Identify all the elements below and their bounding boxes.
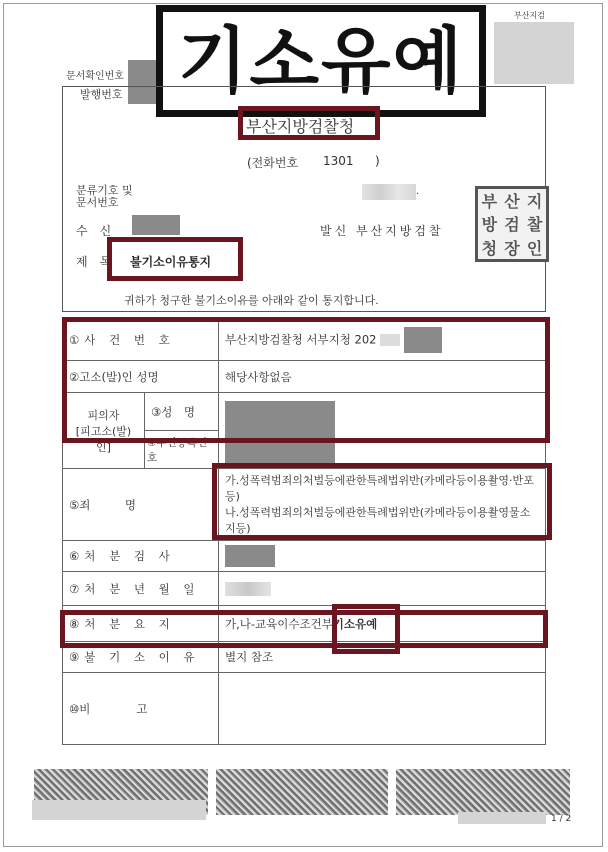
- highlight-disposal-gist: [60, 610, 548, 648]
- reason-label: ⑨불 기 소 이 유: [63, 642, 219, 673]
- classification-label: 분류기호 및: [76, 184, 133, 197]
- phone-close: ): [375, 154, 380, 168]
- disposal-gist-result: 기소유예: [332, 616, 378, 631]
- charge-label: ⑤죄 명: [63, 469, 219, 541]
- disposal-gist-value: 가,나-교육이수조건부기소유예: [219, 606, 546, 642]
- case-number-label: ①사 건 번 호: [63, 319, 219, 361]
- verdict-banner-text: 기소유예: [177, 19, 465, 103]
- document-number-label: 문서번호: [76, 196, 119, 209]
- redaction-footer-4: [458, 812, 546, 824]
- phone-label: (전화번호: [247, 156, 299, 170]
- charge-2: 나.성폭력범죄의처벌등에관한특례법위반(카메라등이용촬영물소지등): [225, 505, 531, 535]
- redaction-prosecutor: [225, 545, 275, 567]
- disposal-date-value: [219, 572, 546, 606]
- name-label: ③성 명: [145, 393, 219, 431]
- redaction-footer-1b: [32, 800, 206, 820]
- sender: 발신 부산지방검찰: [320, 224, 444, 238]
- highlight-case-info: [62, 317, 550, 443]
- highlight-office-title: [238, 106, 380, 140]
- row-prosecutor: [63, 541, 546, 572]
- highlight-disposal-result: [332, 604, 400, 654]
- row-disposal-date: [63, 572, 546, 606]
- resident-number-label: ④주민등록번호: [145, 431, 219, 469]
- redaction-footer-3: [396, 769, 570, 815]
- redaction-recipient: [132, 215, 180, 235]
- suspect-label: 피의자: [87, 408, 120, 422]
- subject-label: 제 목: [76, 255, 112, 269]
- charge-1: 가.성폭력범죄의처벌등에관한특례법위반(카메라등이용촬영·반포등): [225, 473, 534, 503]
- reason-value: 별지 참조: [219, 642, 546, 673]
- prosecutor-label: ⑥처 분 검 사: [63, 541, 219, 572]
- recipient-label: 수 신: [76, 224, 112, 238]
- prosecutor-value: [219, 541, 546, 572]
- redaction-top-right: [494, 22, 574, 84]
- complainant-label: ②고소(발)인 성명: [63, 361, 219, 393]
- body-text: 귀하가 청구한 불기소이유를 아래와 같이 통지합니다.: [124, 294, 379, 307]
- top-right-org: 부산지검: [514, 11, 545, 20]
- case-number-value: 부산지방검찰청 서부지청 202: [219, 319, 546, 361]
- doc-number-suffix: .: [416, 186, 420, 197]
- suspect-sublabel: [피고소(발)인]: [75, 424, 132, 454]
- office-title: 부산지방검찰청: [246, 117, 355, 136]
- official-seal: 부 산 지 방 검 찰 청 장 인: [475, 186, 549, 262]
- page-number: 1 / 2: [551, 814, 572, 824]
- disposal-date-label: ⑦처 분 년 월 일: [63, 572, 219, 606]
- subject: 불기소이유통지: [130, 255, 212, 269]
- complainant-value: 해당사항없음: [219, 361, 546, 393]
- redaction-footer-2: [216, 769, 388, 815]
- disposal-gist-label: ⑧처 분 요 지: [63, 606, 219, 642]
- phone-value: 1301: [323, 154, 354, 168]
- row-remarks: [63, 673, 546, 745]
- issue-no-label: 발행번호: [80, 88, 123, 101]
- remarks-value: [219, 673, 546, 745]
- redaction-disposal-date: [225, 582, 271, 596]
- highlight-charges: [212, 463, 552, 540]
- doc-confirm-label: 문서확인번호: [66, 71, 124, 82]
- highlight-subject: [107, 237, 243, 281]
- redaction-doc-number: [362, 184, 416, 200]
- remarks-label: ⑩비 고: [63, 673, 219, 745]
